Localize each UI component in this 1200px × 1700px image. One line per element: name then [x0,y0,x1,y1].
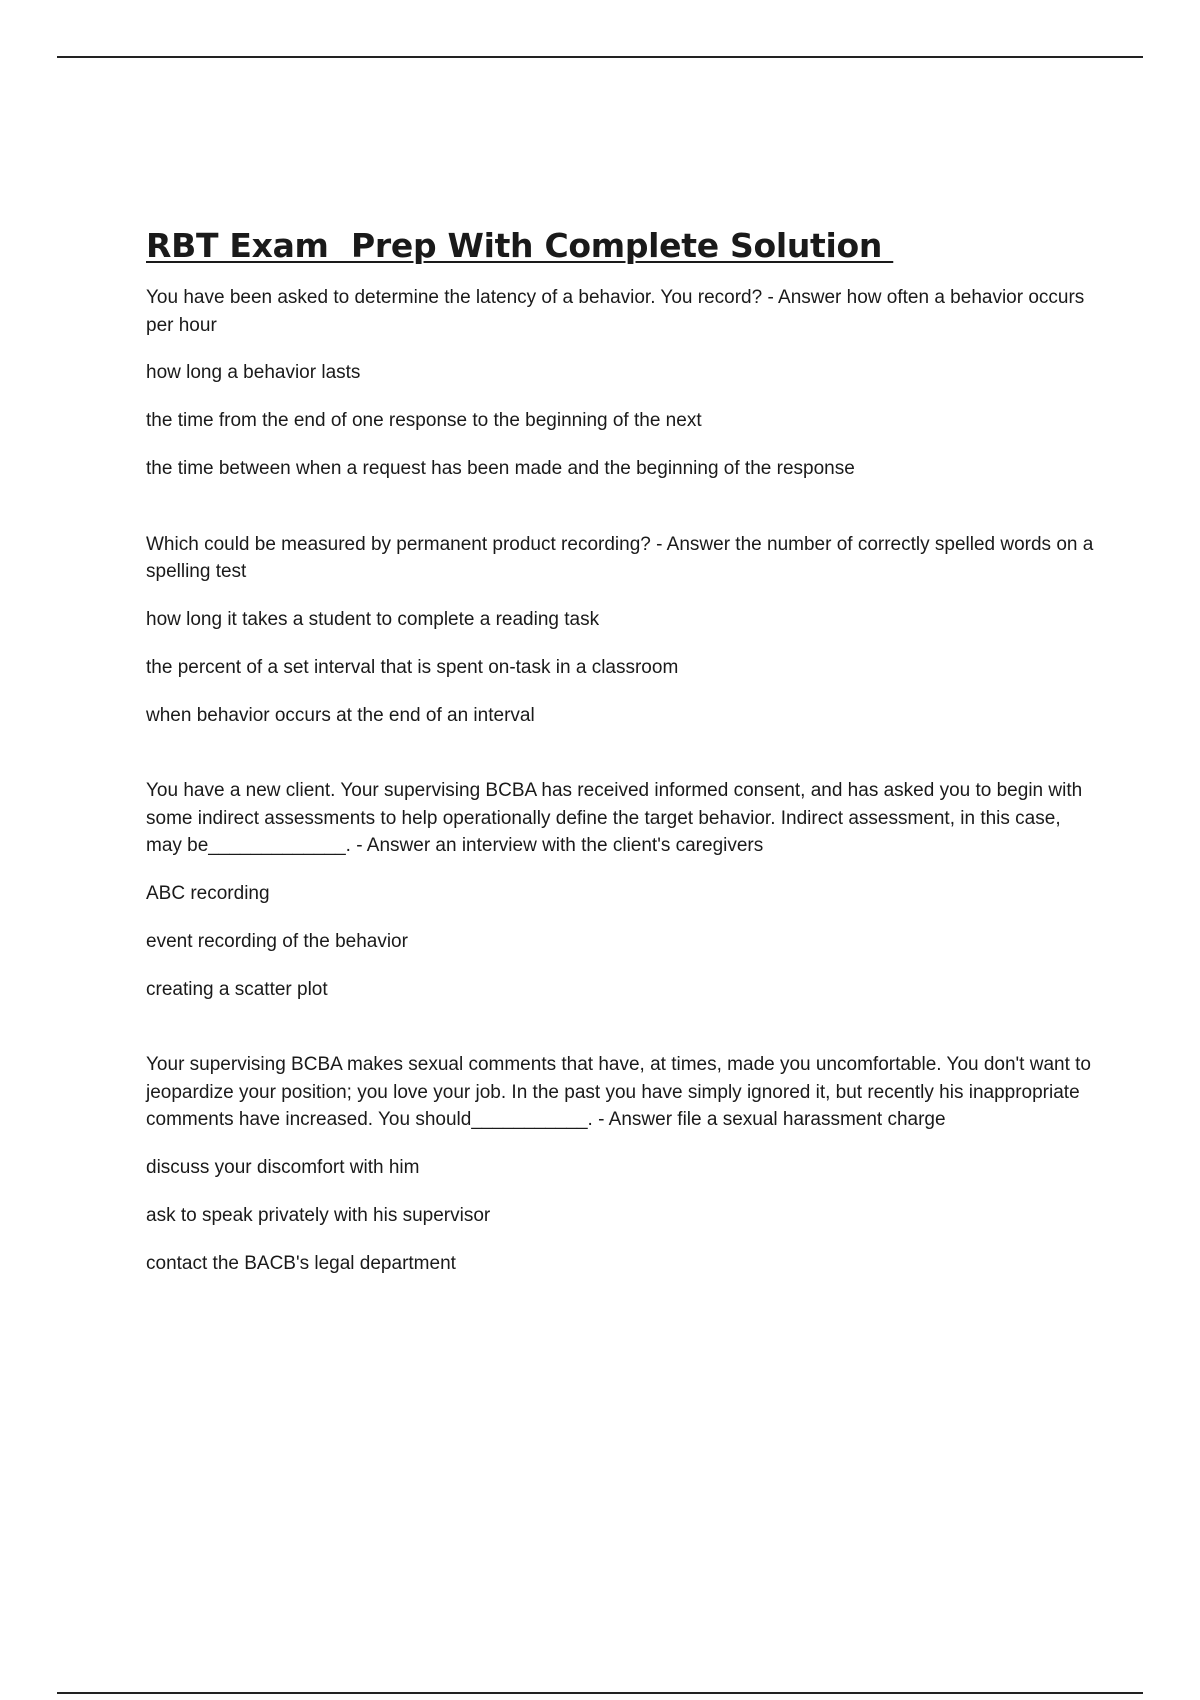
document-body [146,226,1096,1325]
question-block-3 [146,777,1096,1003]
question-text: You have a new client. Your supervising BCBA has received informed consent, and has asked you to begin with some indirect assessments to help operationally define the target behavior. Indirect assessment, in this case, may be_____________. - Answer an interview with the client's caregivers [146,780,1083,856]
answer-option: how long it takes a student to complete a reading task [146,608,600,630]
answer-option: ask to speak privately with his supervisor [146,1204,491,1226]
answer-option: the time between when a request has been made and the beginning of the response [146,458,855,479]
header-rule [57,56,1143,58]
answer-option: the time from the end of one response to the beginning of the next [146,410,702,431]
answer-option: discuss your discomfort with him [146,1156,420,1178]
answer-option: event recording of the behavior [146,930,408,952]
answer-option: ABC recording [146,882,270,904]
document-title: RBT Exam Prep With Complete Solution [146,226,894,265]
footer-rule [57,1692,1143,1694]
question-block-1 [146,284,1096,483]
answer-option: contact the BACB's legal department [146,1252,456,1274]
question-text: Your supervising BCBA makes sexual comments that have, at times, made you uncomfortable. You don't want to jeopardize your position; you love your job. In the past you have simply ignored it, but recently his inappropriate comments have increased. You should___________. - Answer file a sexual harassment charge [146,1054,1091,1130]
answer-option: the percent of a set interval that is spent on-task in a classroom [146,656,679,678]
answer-option: when behavior occurs at the end of an interval [146,704,535,726]
question-text: You have been asked to determine the latency of a behavior. You record? - Answer how often a behavior occurs per hour [146,287,1085,336]
question-block-4 [146,1051,1096,1277]
question-text: Which could be measured by permanent product recording? - Answer the number of correctly spelled words on a spelling test [146,533,1094,582]
answer-option: creating a scatter plot [146,978,328,1000]
question-block-2 [146,531,1096,730]
answer-option: how long a behavior lasts [146,362,361,383]
